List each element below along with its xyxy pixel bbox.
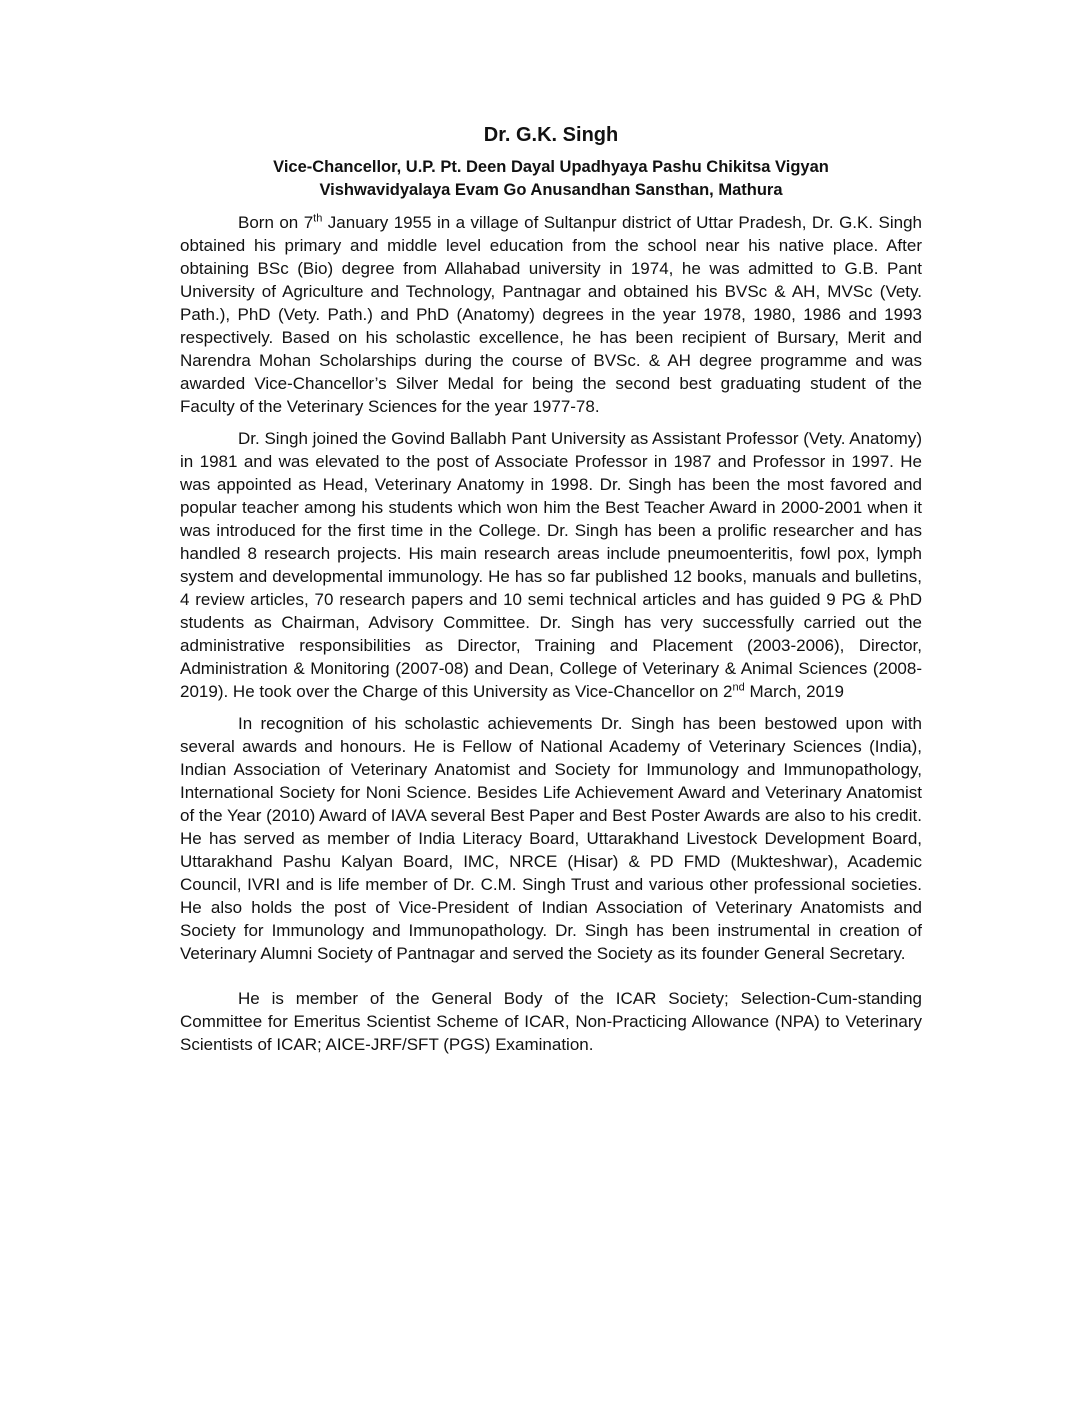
paragraph-birth-education (180, 211, 922, 418)
paragraph-text: Born on 7 (238, 213, 314, 232)
page-subtitle (180, 156, 922, 201)
ordinal-suffix: th (313, 212, 323, 225)
paragraph-text: March, 2019 (744, 682, 844, 701)
page-title: Dr. G.K. Singh (483, 124, 619, 146)
subtitle-line-1: Vice-Chancellor, U.P. Pt. Deen Dayal Upadhyaya Pashu Chikitsa Vigyan (273, 158, 829, 176)
subtitle-line-2: Vishwavidyalaya Evam Go Anusandhan Sansthan, Mathura (319, 180, 783, 199)
paragraph-text: Dr. Singh joined the Govind Ballabh Pant University as Assistant Professor (Vety. Anatomy) in 1981 and was elevated to the post of Associate Professor in 1987 and Professor in 1997. He was appointed as Head, Veterinary Anatomy in 1998. Dr. Singh has been the most favored and popular teacher among his students which won him the Best Teacher Award in 2000-2001 when it was introduced for the first time in the College. Dr. Singh has been a prolific researcher and has handled 8 research projects. His main research areas include pneumoenteritis, fowl pox, lymph system and developmental immunology. He has so far published 12 books, manuals and bulletins, 4 review articles, 70 research papers and 10 semi technical articles and has guided 9 PG & PhD students as Chairman, Advisory Committee. Dr. Singh has very successfully carried out the administrative responsibilities as Director, Training and Placement (2003-2006), Director, Administration & Monitoring (2007-08) and Dean, College of Veterinary & Animal Sciences (2008-2019). He took over the Charge of this University as Vice-Chancellor on 2 (180, 429, 922, 701)
ordinal-suffix: nd (732, 681, 745, 694)
paragraph-career (180, 427, 922, 703)
paragraph-awards: In recognition of his scholastic achievements Dr. Singh has been bestowed upon with several awards and honours. He is Fellow of National Academy of Veterinary Sciences (India), Indian Association of Veterinary Anatomist and Society for Immunology and Immunopathology, International Society for Noni Science. Besides Life Achievement Award and Veterinary Anatomist of the Year (2010) Award of IAVA several Best Paper and Best Poster Awards are also to his credit. He has served as member of India Literacy Board, Uttarakhand Livestock Development Board, Uttarakhand Pashu Kalyan Board, IMC, NRCE (Hisar) & PD FMD (Mukteshwar), Academic Council, IVRI and is life member of Dr. C.M. Singh Trust and various other professional societies. He also holds the post of Vice-President of Indian Association of Veterinary Anatomists and Society for Immunology and Immunopathology. Dr. Singh has been instrumental in creation of Veterinary Alumni Society of Pantnagar and served the Society as its founder General Secretary. (180, 714, 922, 963)
paragraph-memberships: He is member of the General Body of the ICAR Society; Selection-Cum-standing Committee for Emeritus Scientist Scheme of ICAR, Non-Practicing Allowance (NPA) to Veterinary Scientists of ICAR; AICE-JRF/SFT (PGS) Examination. (180, 989, 922, 1054)
document-page (180, 122, 922, 1065)
paragraph-text: January 1955 in a village of Sultanpur district of Uttar Pradesh, Dr. G.K. Singh obtained his primary and middle level education from the school near his native place. After obtaining BSc (Bio) degree from Allahabad university in 1974, he was admitted to G.B. Pant University of Agriculture and Technology, Pantnagar and obtained his BVSc & AH, MVSc (Vety. Path.), PhD (Vety. Path.) and PhD (Anatomy) degrees in the year 1978, 1980, 1986 and 1993 respectively. Based on his scholastic excellence, he has been recipient of Bursary, Merit and Narendra Mohan Scholarships during the course of BVSc. & AH degree programme and was awarded Vice-Chancellor’s Silver Medal for being the second best graduating student of the Faculty of the Veterinary Sciences for the year 1977-78. (180, 213, 922, 416)
